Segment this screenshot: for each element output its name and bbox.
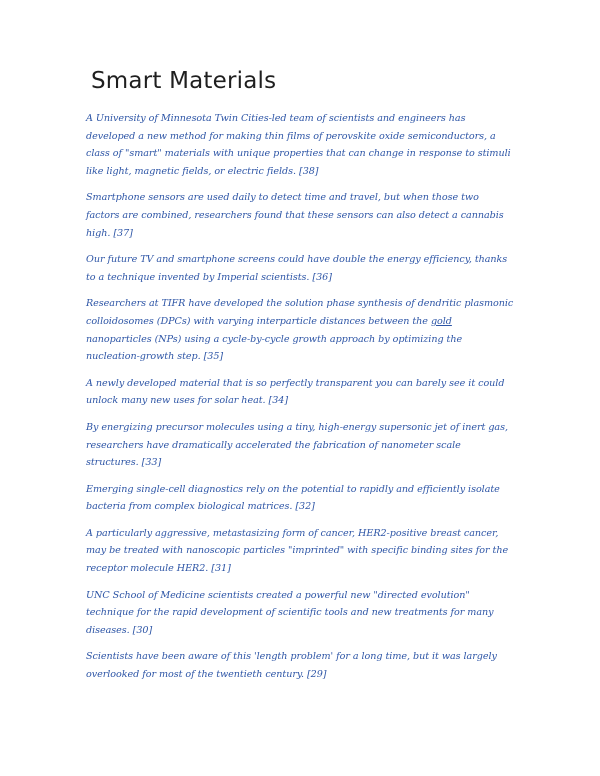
article-item-35 [86, 295, 514, 365]
gold-link[interactable]: gold [430, 315, 452, 327]
article-item-36: Our future TV and smartphone screens could have double the energy efficiency, thanks to a technique invented by Imperial scientists. [36] [86, 254, 508, 283]
article-item-35-text-end: nanoparticles (NPs) using a cycle-by-cycle growth approach by optimizing the nucleation-growth step. [35] [86, 333, 463, 363]
article-item-30: UNC School of Medicine scientists created a powerful new "directed evolution" technique for the rapid development of scientific tools and new treatments for many diseases. [30] [86, 589, 494, 636]
article-item-38: A University of Minnesota Twin Cities-led team of scientists and engineers has developed a new method for making thin films of perovskite oxide semiconductors, a class of "smart" materials with unique properties that can change in response to stimuli like light, magnetic fields, or electric fields. [38] [86, 113, 511, 177]
article-item-37: Smartphone sensors are used daily to detect time and travel, but when those two factors are combined, researchers found that these sensors can also detect a cannabis high. [37] [86, 192, 504, 239]
article-item-35-text-start: Researchers at TIFR have developed the solution phase synthesis of dendritic plasmonic colloidosomes (DPCs) with varying interparticle distances between the [86, 298, 514, 327]
article-list [86, 110, 514, 693]
article-item-34: A newly developed material that is so perfectly transparent you can barely see it could unlock many new uses for solar heat. [34] [86, 377, 505, 407]
article-item-32: Emerging single-cell diagnostics rely on the potential to rapidly and efficiently isolate bacteria from complex biological matrices. [32] [86, 483, 500, 513]
article-item-31: A particularly aggressive, metastasizing form of cancer, HER2-positive breast cancer, may be treated with nanoscopic particles "imprinted" with specific binding sites for the receptor molecule HER2. [31] [86, 527, 509, 575]
article-item-29: Scientists have been aware of this 'length problem' for a long time, but it was largely overlooked for most of the twentieth century. [29] [86, 651, 497, 681]
page-title: Smart Materials [91, 68, 277, 94]
article-item-33: By energizing precursor molecules using a tiny, high-energy supersonic jet of inert gas, researchers have dramatically accelerated the fabrication of nanometer scale structures. [33] [86, 421, 508, 469]
